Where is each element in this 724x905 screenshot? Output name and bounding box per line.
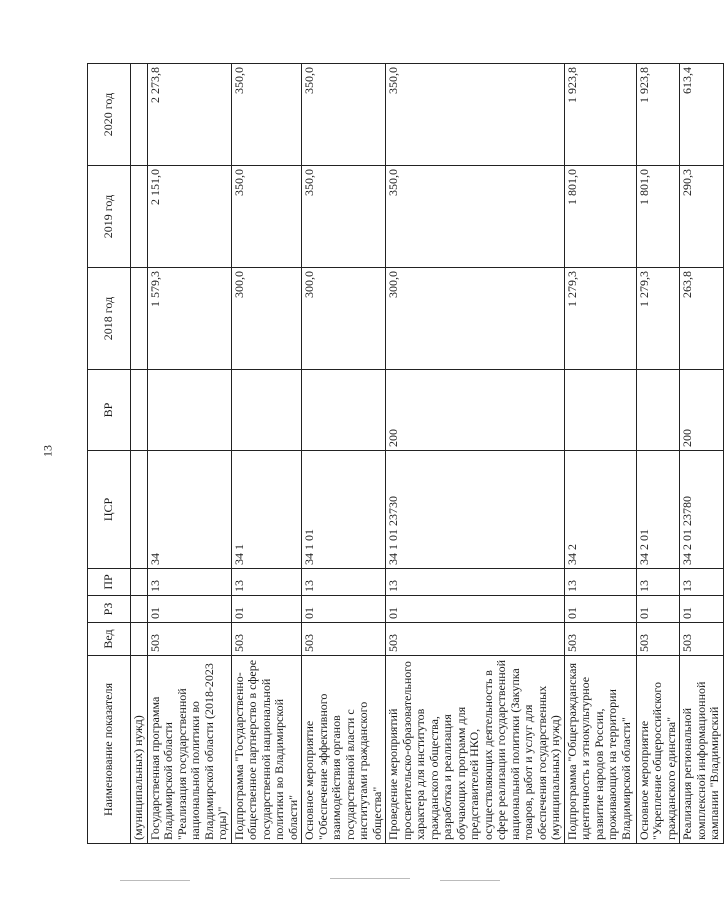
cell-csr: 34 2 01 23780	[680, 451, 724, 569]
header-csr: ЦСР	[88, 451, 131, 569]
cell-pr: 13	[680, 569, 724, 596]
cell-2018: 300,0	[386, 268, 565, 370]
scan-artifact-line	[120, 880, 190, 881]
header-rz: РЗ	[88, 596, 131, 623]
cell-name: Реализация региональной комплексной информационной кампании "Владимирский	[680, 656, 724, 844]
header-2018: 2018 год	[88, 268, 131, 370]
cell-vr	[564, 370, 636, 451]
header-pr: ПР	[88, 569, 131, 596]
table-row	[147, 64, 231, 844]
cell-pr: 13	[147, 569, 231, 596]
cell-ved: 503	[386, 623, 565, 656]
cell-2018: 300,0	[302, 268, 386, 370]
cell-vr	[302, 370, 386, 451]
cell-2019: 350,0	[302, 166, 386, 268]
cell-vr	[636, 370, 680, 451]
cell-ved: 503	[636, 623, 680, 656]
table-row	[386, 64, 565, 844]
cell-2019	[131, 166, 148, 268]
cell-csr: 34 2	[564, 451, 636, 569]
cell-2018: 263,8	[680, 268, 724, 370]
cell-name: Подпрограмма "Государственно-общественное партнерство в сфере государственной национальной политики во Владимирской области"	[231, 656, 302, 844]
cell-2020: 1 923,8	[564, 64, 636, 166]
cell-csr: 34	[147, 451, 231, 569]
cell-vr	[131, 370, 148, 451]
cell-rz: 01	[302, 596, 386, 623]
cell-csr: 34 1	[231, 451, 302, 569]
cell-2020: 350,0	[302, 64, 386, 166]
table-row	[302, 64, 386, 844]
cell-rz: 01	[680, 596, 724, 623]
budget-table-container	[87, 64, 721, 844]
cell-rz	[131, 596, 148, 623]
header-ved: Вед	[88, 623, 131, 656]
cell-name: (муниципальных) нужд)	[131, 656, 148, 844]
cell-ved: 503	[680, 623, 724, 656]
table-row	[131, 64, 148, 844]
cell-2020: 1 923,8	[636, 64, 680, 166]
cell-2020: 350,0	[231, 64, 302, 166]
cell-2020: 613,4	[680, 64, 724, 166]
cell-2019: 290,3	[680, 166, 724, 268]
cell-pr: 13	[231, 569, 302, 596]
cell-csr: 34 1 01	[302, 451, 386, 569]
cell-name: Основное мероприятие "Укрепление общероссийского гражданского единства"	[636, 656, 680, 844]
cell-rz: 01	[386, 596, 565, 623]
cell-pr: 13	[302, 569, 386, 596]
cell-vr	[231, 370, 302, 451]
cell-2019: 2 151,0	[147, 166, 231, 268]
header-name: Наименование показателя	[88, 656, 131, 844]
cell-pr: 13	[386, 569, 565, 596]
cell-name: Основное мероприятие "Обеспечение эффективного взаимодействия органов государственной власти с институтами гражданского общества"	[302, 656, 386, 844]
cell-2018: 300,0	[231, 268, 302, 370]
cell-rz: 01	[147, 596, 231, 623]
cell-ved: 503	[231, 623, 302, 656]
cell-2018: 1 279,3	[564, 268, 636, 370]
cell-2020	[131, 64, 148, 166]
cell-name: Проведение мероприятий просветительско-образовательного характера для институтов гражданского общества, разработка и реализация обучающих программ для представителей НКО, осуществляющих деятельность в сфере реализации государственной национальной политики (Закупка товаров, работ и услуг для обеспечения государственных (муниципальных) нужд)	[386, 656, 565, 844]
table-row	[680, 64, 724, 844]
cell-2018: 1 279,3	[636, 268, 680, 370]
cell-csr	[131, 451, 148, 569]
cell-csr: 34 1 01 23730	[386, 451, 565, 569]
cell-ved	[131, 623, 148, 656]
header-2020: 2020 год	[88, 64, 131, 166]
cell-2019: 1 801,0	[564, 166, 636, 268]
cell-ved: 503	[302, 623, 386, 656]
cell-rz: 01	[636, 596, 680, 623]
cell-rz: 01	[231, 596, 302, 623]
cell-pr	[131, 569, 148, 596]
cell-name: Подпрограмма "Общегражданская идентичность и этнокультурное развитие народов России, проживающих на территории Владимирской области"	[564, 656, 636, 844]
cell-2019: 350,0	[386, 166, 565, 268]
cell-ved: 503	[564, 623, 636, 656]
table-row	[564, 64, 636, 844]
cell-2019: 1 801,0	[636, 166, 680, 268]
header-row	[88, 64, 131, 844]
budget-table	[87, 63, 724, 844]
table-row	[231, 64, 302, 844]
cell-pr: 13	[564, 569, 636, 596]
cell-pr: 13	[636, 569, 680, 596]
scan-artifact-line	[440, 880, 500, 881]
cell-2020: 2 273,8	[147, 64, 231, 166]
cell-csr: 34 2 01	[636, 451, 680, 569]
page-number: 13	[40, 445, 55, 457]
scan-artifact-line	[330, 878, 410, 879]
header-vr: ВР	[88, 370, 131, 451]
cell-rz: 01	[564, 596, 636, 623]
cell-vr: 200	[680, 370, 724, 451]
cell-vr	[147, 370, 231, 451]
rotated-table-area	[87, 64, 721, 844]
cell-vr: 200	[386, 370, 565, 451]
cell-2020: 350,0	[386, 64, 565, 166]
cell-2018: 1 579,3	[147, 268, 231, 370]
cell-name: Государственная программа Владимирской области "Реализация государственной национальной политики во Владимирской области (2018-2023 годы)"	[147, 656, 231, 844]
cell-2018	[131, 268, 148, 370]
cell-2019: 350,0	[231, 166, 302, 268]
header-2019: 2019 год	[88, 166, 131, 268]
cell-ved: 503	[147, 623, 231, 656]
table-row	[636, 64, 680, 844]
